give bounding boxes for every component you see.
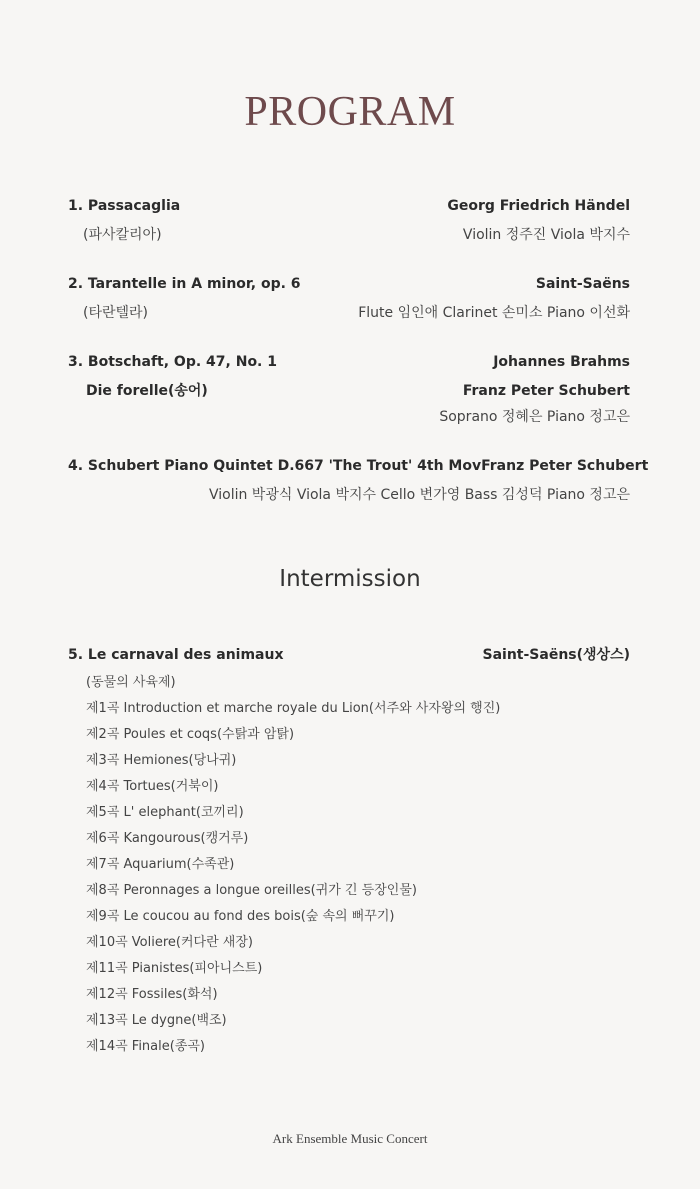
- program-item-5: [68, 644, 630, 1060]
- composer: Saint-Saëns: [535, 276, 630, 292]
- composer-2: Franz Peter Schubert: [462, 383, 630, 399]
- work-title: 3. Botschaft, Op. 47, No. 1: [68, 354, 277, 370]
- work-title: 1. Passacaglia: [68, 198, 181, 214]
- performers: Violin 박광식 Viola 박지수 Cello 변가영 Bass 김성덕 Piano 정고은: [208, 487, 630, 503]
- work-title-2: Die forelle(송어): [86, 383, 208, 399]
- movement-item: 제2곡 Poules et coqs(수탉과 암탉): [86, 727, 295, 742]
- performers: Soprano 정혜은 Piano 정고은: [439, 409, 630, 425]
- movement-item: 제7곡 Aquarium(수족관): [86, 857, 235, 872]
- movement-item: 제8곡 Peronnages a longue oreilles(귀가 긴 등장인물): [86, 883, 417, 898]
- intermission-heading: Intermission: [279, 566, 421, 592]
- movement-item: 제10곡 Voliere(커다란 새장): [86, 935, 253, 950]
- movement-list: [68, 696, 630, 1060]
- work-title: 4. Schubert Piano Quintet D.667 'The Trout' 4th Mov: [68, 458, 482, 474]
- work-korean-title: (타란텔라): [83, 305, 149, 321]
- movement-item: 제5곡 L' elephant(코끼리): [86, 805, 244, 820]
- program-item-3: [68, 354, 630, 432]
- work-title: 2. Tarantelle in A minor, op. 6: [68, 276, 301, 292]
- movement-item: 제1곡 Introduction et marche royale du Lion(서주와 사자왕의 행진): [86, 701, 501, 716]
- program-item-4: [68, 458, 649, 510]
- performers: Flute 임인애 Clarinet 손미소 Piano 이선화: [358, 305, 630, 321]
- performers: Violin 정주진 Viola 박지수: [462, 227, 630, 243]
- footer-text: Ark Ensemble Music Concert: [272, 1131, 428, 1146]
- work-korean-title: (동물의 사육제): [86, 675, 176, 690]
- movement-item: 제9곡 Le coucou au fond des bois(숲 속의 뻐꾸기): [86, 909, 395, 924]
- composer: Saint-Saëns(생상스): [482, 647, 630, 663]
- movement-item: 제12곡 Fossiles(화석): [86, 987, 218, 1002]
- program-list: [68, 198, 649, 536]
- work-title: 5. Le carnaval des animaux: [68, 647, 284, 663]
- movement-item: 제13곡 Le dygne(백조): [86, 1013, 227, 1028]
- work-korean-title: (파사칼리아): [83, 227, 162, 243]
- movement-item: 제3곡 Hemiones(당나귀): [86, 753, 237, 768]
- page-title: PROGRAM: [244, 89, 456, 135]
- program-item-1: [68, 198, 630, 250]
- movement-item: 제4곡 Tortues(거북이): [86, 779, 219, 794]
- composer: Johannes Brahms: [493, 354, 630, 370]
- composer: Franz Peter Schubert: [481, 458, 649, 474]
- program-item-2: [68, 276, 630, 328]
- movement-item: 제14곡 Finale(종곡): [86, 1039, 206, 1054]
- movement-item: 제11곡 Pianistes(피아니스트): [86, 961, 263, 976]
- movement-item: 제6곡 Kangourous(캥거루): [86, 831, 249, 846]
- composer: Georg Friedrich Händel: [447, 198, 630, 214]
